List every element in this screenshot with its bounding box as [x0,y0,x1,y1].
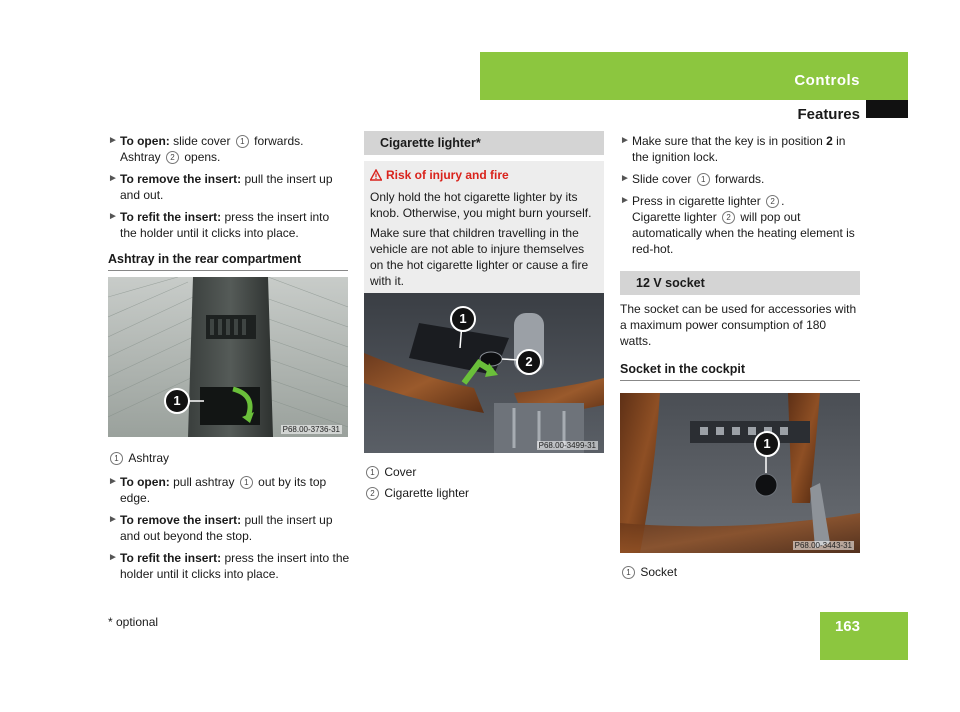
warning-paragraph-1: Only hold the hot cigarette lighter by its knob. Otherwise, you might burn yourself. [370,190,592,220]
bullet-remove-rear: ► To remove the insert: pull the insert up and out beyond the stop. [108,513,333,543]
bullet-slide-cover: ► Slide cover 1 forwards. [620,172,765,186]
arrow-icon: ► [620,195,630,206]
page-title: Features [797,106,860,123]
number-2-icon: 2 [722,211,735,224]
column-3-captions [620,558,860,585]
photo-code: P68.00-3443-31 [794,541,852,550]
number-1-icon: 1 [622,566,635,579]
warning-paragraph-2: Make sure that children travelling in the vehicle are not able to injure themselves on the hot cigarette lighter or cause a fire with it. [370,226,589,288]
number-2-icon: 2 [166,151,179,164]
caption-ashtray: 1 Ashtray [108,450,350,466]
arrow-icon: ► [620,135,630,146]
number-2-icon: 2 [366,487,379,500]
black-tab [866,100,908,118]
arrow-icon: ► [620,173,630,184]
column-1-lower [108,444,350,588]
photo-code: P68.00-3736-31 [282,425,340,434]
section-heading: 12 V socket [620,271,860,295]
number-2-icon: 2 [766,195,779,208]
rear-ashtray-illustration [108,277,348,437]
socket-illustration [620,393,860,553]
caption-list [108,450,350,466]
caption-cover: 1 Cover [364,464,604,480]
callout-1: 1 [164,388,190,414]
rear-ashtray-photo [108,277,348,437]
caption-socket: 1 Socket [620,564,860,580]
arrow-icon: ► [108,514,118,525]
arrow-icon: ► [108,135,118,146]
caption-list [364,464,604,501]
socket-paragraph: The socket can be used for accessories with a maximum power consumption of 180 watts. [620,302,857,348]
page-number: 163 [834,618,860,635]
photo-code: P68.00-3499-31 [538,441,596,450]
column-2-captions [364,458,604,506]
cigarette-lighter-photo [364,293,604,453]
bullet-open-rear: ► To open: pull ashtray 1 out by its top edge. [108,475,327,505]
number-1-icon: 1 [697,173,710,186]
warning-title: Risk of injury and fire [370,167,598,185]
column-2 [364,131,604,297]
bullet-remove: ► To remove the insert: pull the insert up and out. [108,172,333,202]
section-label: Controls [794,72,860,89]
number-1-icon: 1 [236,135,249,148]
bullet-refit: ► To refit the insert: press the insert into the holder until it clicks into place. [108,210,330,240]
number-1-icon: 1 [110,452,123,465]
bullet-press-lighter: ► Press in cigarette lighter 2 . Cigarette lighter 2 will pop out automatically when the heating element is red-hot. [620,194,855,256]
warning-triangle-icon [370,169,382,185]
arrow-icon: ► [108,476,118,487]
column-1 [108,133,348,279]
column-3 [620,133,860,423]
caption-list [620,564,860,580]
subsection-heading: Socket in the cockpit [620,361,860,381]
bullet-key-position: ► Make sure that the key is in position 2 in the ignition lock. [620,134,846,164]
callout-1: 1 [754,431,780,457]
page-number-box [820,612,908,660]
cigarette-lighter-illustration [364,293,604,453]
callout-2: 2 [516,349,542,375]
arrow-icon: ► [108,552,118,563]
footnote: * optional [108,615,159,629]
arrow-icon: ► [108,173,118,184]
caption-cigarette-lighter: 2 Cigarette lighter [364,485,604,501]
section-heading: Cigarette lighter* [364,131,604,155]
section-heading: Ashtray in the rear compartment [108,251,348,271]
socket-photo [620,393,860,553]
number-1-icon: 1 [240,476,253,489]
warning-box [364,161,604,297]
number-1-icon: 1 [366,466,379,479]
arrow-icon: ► [108,211,118,222]
callout-1: 1 [450,306,476,332]
bullet-refit-rear: ► To refit the insert: press the insert into the holder until it clicks into place. [108,551,350,581]
bullet-open: ► To open: slide cover 1 forwards. Ashtray 2 opens. [108,134,304,164]
